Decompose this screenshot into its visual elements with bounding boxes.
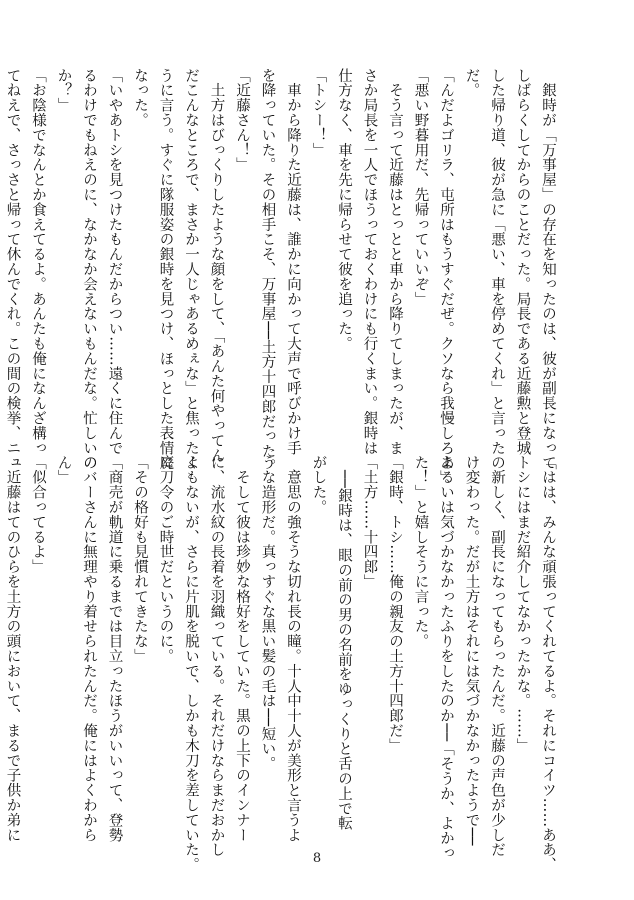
text-column: 「似合ってるよ」 — [30, 455, 46, 575]
text-column: か？」 — [55, 68, 72, 113]
text-column: 土方はびっくりしたような顔をして、「あんた何やってん — [208, 68, 225, 464]
text-column: 銀時が「万事屋」の存在を知ったのは、彼が副長になって — [540, 68, 556, 471]
text-column: あるいは気づかなかったふりをしたのか──「そうか、よかっ — [438, 455, 454, 861]
text-column: だこんなところで、まさか一人じゃあるめぇな」と焦ったよ — [183, 68, 199, 471]
text-column: そして彼は珍妙な格好をしていた。黒の上下のインナー — [234, 455, 250, 843]
text-column: 「銀時、トシ……俺の親友の土方十四郎だ」 — [387, 455, 403, 753]
text-column: ん」 — [55, 455, 72, 485]
text-column: 「その格好も見慣れてきたな」 — [132, 455, 148, 664]
page-number: 8 — [312, 851, 322, 866]
text-column: さか局長を一人でほうっておくわけにも行くまい。銀時は — [361, 68, 378, 456]
text-column: した帰り道、彼が急に「悪い、車を停めてくれ」と言ったの — [489, 68, 505, 471]
text-column: 新しく、副長になってもらったんだ。近藤の声色が少しだ — [489, 455, 505, 858]
text-column: 「いやあトシを見つけたもんだからつい……遠くに住んで — [106, 68, 123, 456]
text-column: を降っていた。その相手こそ、万事屋──土方十四郎だった。 — [259, 68, 276, 474]
text-column: てねえで、さっさと帰って休んでくれ。この間の検挙、ニュ — [4, 68, 21, 471]
text-column: しばらくしてからのことだった。局長である近藤勲と登城 — [514, 68, 531, 456]
text-column: がした。 — [310, 455, 327, 515]
text-column: 「近藤さん！」 — [234, 68, 250, 173]
text-column: トシにはまだ紹介してなかったかな。……」 — [514, 455, 531, 753]
text-column: 「はは、みんな頑張ってくれてるよ。それにコイツ……ああ、 — [540, 455, 556, 873]
text-column: 「土方……十四郎」 — [361, 455, 378, 590]
text-column: ──銀時は、眼の前の男の名前をゆっくりと舌の上で転 — [336, 455, 352, 831]
text-column: 「悪い野暮用だ、先帰っていいぞ」 — [412, 68, 429, 307]
text-column: 車から降りた近藤は、誰かに向かって大声で呼びかけ手 — [285, 68, 301, 456]
text-column: 「んだよゴリラ、屯所はもうすぐだぜ。クソなら我慢しろよ」 — [438, 68, 454, 486]
text-column: うに言う。すぐに隊服姿の銀時を見つけ、ほっとした表情に — [157, 68, 174, 471]
text-column: に、流水紋の長着を羽織っている。それだけならまだおかし — [208, 455, 225, 858]
text-column: 「お陰様でなんとか食えてるよ。あんたも俺になんざ構っ — [30, 68, 46, 456]
text-column: 「トシー！」 — [310, 68, 327, 158]
text-column: た！」と嬉しそうに言った。 — [412, 455, 429, 649]
text-column: くもないが、さらに片肌を脱いで、しかも木刀を差していた。 — [183, 455, 199, 873]
text-column: うな造形だ。真っすぐな黒い髪の毛は──短い。 — [259, 455, 276, 772]
text-column: 近藤はてのひらを土方の頭において、まるで子供か弟に — [4, 455, 21, 843]
text-column: 仕方なく、車を先に帰らせて彼を追った。 — [336, 68, 352, 352]
text-column: るわけでもねえのに、なかなか会えないもんだな。忙しいの — [81, 68, 97, 471]
text-column: のバーさんに無理やり着せられたんだ。俺にはよくわから — [81, 455, 97, 843]
text-column: だ。 — [463, 68, 480, 98]
text-column: 意思の強そうな切れ長の瞳。十人中十人が美形と言うよ — [285, 455, 301, 843]
text-column: なった。 — [132, 68, 148, 128]
text-column: け変わった。だが土方はそれには気づかなかったようで── — [463, 455, 480, 846]
text-column: 廃刀令のご時世だというのに。 — [157, 455, 174, 664]
text-column: そう言って近藤はとっとと車から降りてしまったが、ま — [387, 68, 403, 456]
text-column: 「商売が軌道に乗るまでは目立ったほうがいいって、登勢 — [106, 455, 123, 843]
lower-text-block — [4, 455, 560, 873]
